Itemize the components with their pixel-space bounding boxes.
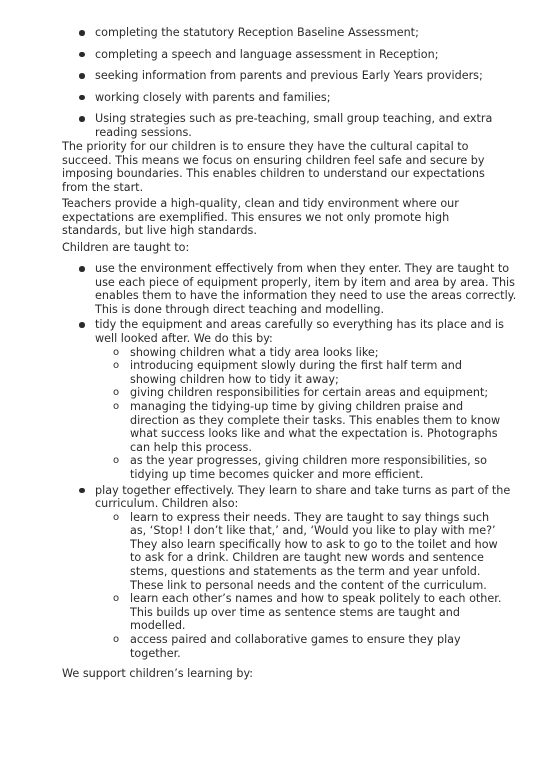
sub-list-item: o access paired and collaborative games to ensure they play together. [113, 633, 508, 660]
children-taught-heading: Children are taught to: [62, 241, 190, 254]
list-item-text: play together effectively. They learn to share and take turns as part of the curriculum. Children also: [95, 483, 511, 511]
sub-list [113, 511, 508, 661]
environment-paragraph: Teachers provide a high-quality, clean and tidy environment where our expectations are exemplified. This ensures we not only promote high standards, but live high standards. [62, 197, 459, 238]
list-item: seeking information from parents and previous Early Years providers; [78, 69, 518, 83]
list-item-text: tidy the equipment and areas carefully so everything has its place and is well looked after. We do this by: [95, 318, 504, 345]
sub-list-item: o managing the tidying-up time by giving children praise and direction as they complete their tasks. This enables them to know what success looks like and what the expectation is. Photographs can help this process. [113, 400, 508, 454]
cultural-capital-paragraph: The priority for our children is to ensure they have the cultural capital to succeed. This means we focus on ensuring children feel safe and secure by imposing boundaries. This enables children to understand our expectations from the start. [62, 140, 485, 194]
sub-list-item: o learn each other’s names and how to speak politely to each other. This builds up over time as sentence stems are taught and modelled. [113, 592, 508, 633]
support-learning-heading: We support children’s learning by: [62, 667, 254, 680]
list-item: completing a speech and language assessment in Reception; [78, 48, 518, 62]
list-item: working closely with parents and families; [78, 91, 518, 105]
sub-list-item: o introducing equipment slowly during the first half term and showing children how to tidy it away; [113, 359, 508, 386]
sub-list-item: o showing children what a tidy area looks like; [113, 346, 508, 360]
children-taught-list [78, 262, 518, 660]
assessment-bullet-list [78, 26, 518, 148]
sub-list [113, 346, 508, 482]
list-item [78, 484, 518, 661]
sub-list-item: o as the year progresses, giving children more responsibilities, so tidying up time becomes quicker and more efficient. [113, 454, 508, 481]
list-item: Using strategies such as pre-teaching, small group teaching, and extra reading sessions. [78, 112, 518, 139]
sub-list-item: o giving children responsibilities for certain areas and equipment; [113, 386, 508, 400]
list-item-text: use the environment effectively from when they enter. They are taught to use each piece of equipment properly, item by item and area by area. This enables them to have the information they need to use the areas correctly. This is done through direct teaching and modelling. [95, 262, 517, 316]
sub-list-item: o learn to express their needs. They are taught to say things such as, ‘Stop! I don’t like that,’ and, ‘Would you like to play with me?’ They also learn specifically how to ask to go to the toilet and how to ask for a drink. Children are taught new words and sentence stems, questions and statements as the term and year unfold. These link to personal needs and the content of the curriculum. [113, 511, 508, 593]
list-item: completing the statutory Reception Baseline Assessment; [78, 26, 518, 40]
list-item [78, 318, 518, 481]
list-item [78, 262, 518, 316]
